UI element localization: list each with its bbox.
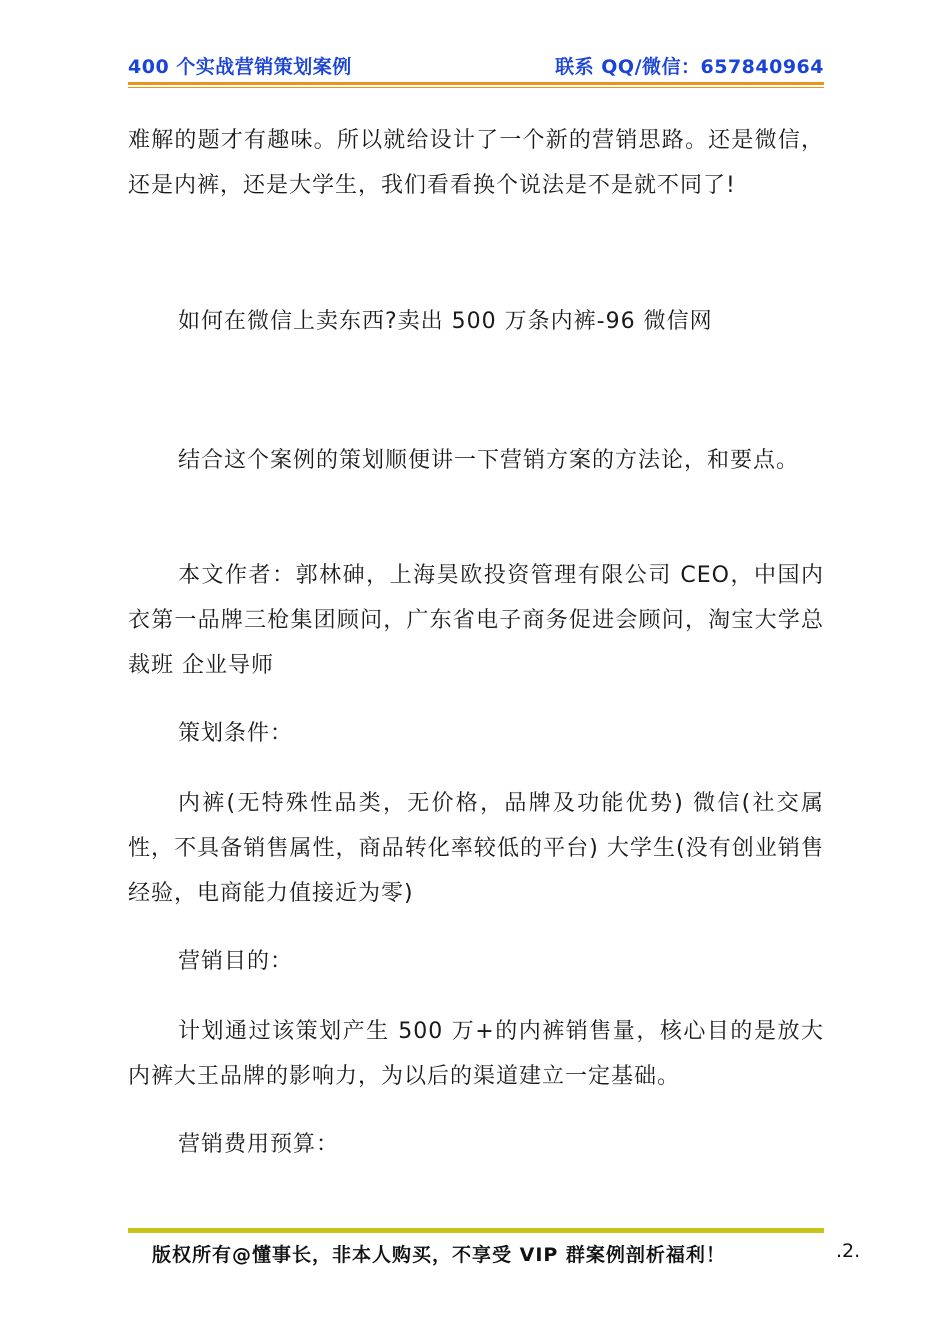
page-header <box>128 52 824 80</box>
header-contact: 联系 QQ/微信：657840964 <box>555 56 824 78</box>
heading-conditions: 策划条件： <box>178 721 294 746</box>
header-title: 400 个实战营销策划案例 <box>128 56 352 78</box>
paragraph-conditions: 内裤(无特殊性品类，无价格，品牌及功能优势) 微信(社交属性，不具备销售属性，商品转化率较低的平台) 大学生(没有创业销售经验，电商能力值接近为零) <box>128 791 824 906</box>
footer-copyright: 版权所有@懂事长，非本人购买，不享受 VIP 群案例剖析福利！ <box>152 1244 726 1266</box>
header-divider <box>128 82 824 85</box>
paragraph-goal: 计划通过该策划产生 500 万+的内裤销售量，核心目的是放大内裤大王品牌的影响力，为以后的渠道建立一定基础。 <box>128 1019 824 1089</box>
paragraph-link-title: 如何在微信上卖东西?卖出 500 万条内裤-96 微信网 <box>178 309 713 334</box>
paragraph-continuation: 难解的题才有趣味。所以就给设计了一个新的营销思路。还是微信，还是内裤，还是大学生，我们看看换个说法是不是就不同了! <box>128 128 824 198</box>
heading-goal: 营销目的： <box>178 949 294 974</box>
footer-divider <box>128 1228 824 1233</box>
heading-budget: 营销费用预算： <box>178 1132 340 1157</box>
header-divider-thin <box>128 87 824 88</box>
paragraph-author: 本文作者：郭林砷，上海昊欧投资管理有限公司 CEO，中国内衣第一品牌三枪集团顾问，广东省电子商务促进会顾问，淘宝大学总裁班 企业导师 <box>128 563 824 678</box>
paragraph-methodology: 结合这个案例的策划顺便讲一下营销方案的方法论，和要点。 <box>178 448 800 473</box>
page-number: .2. <box>836 1240 861 1262</box>
